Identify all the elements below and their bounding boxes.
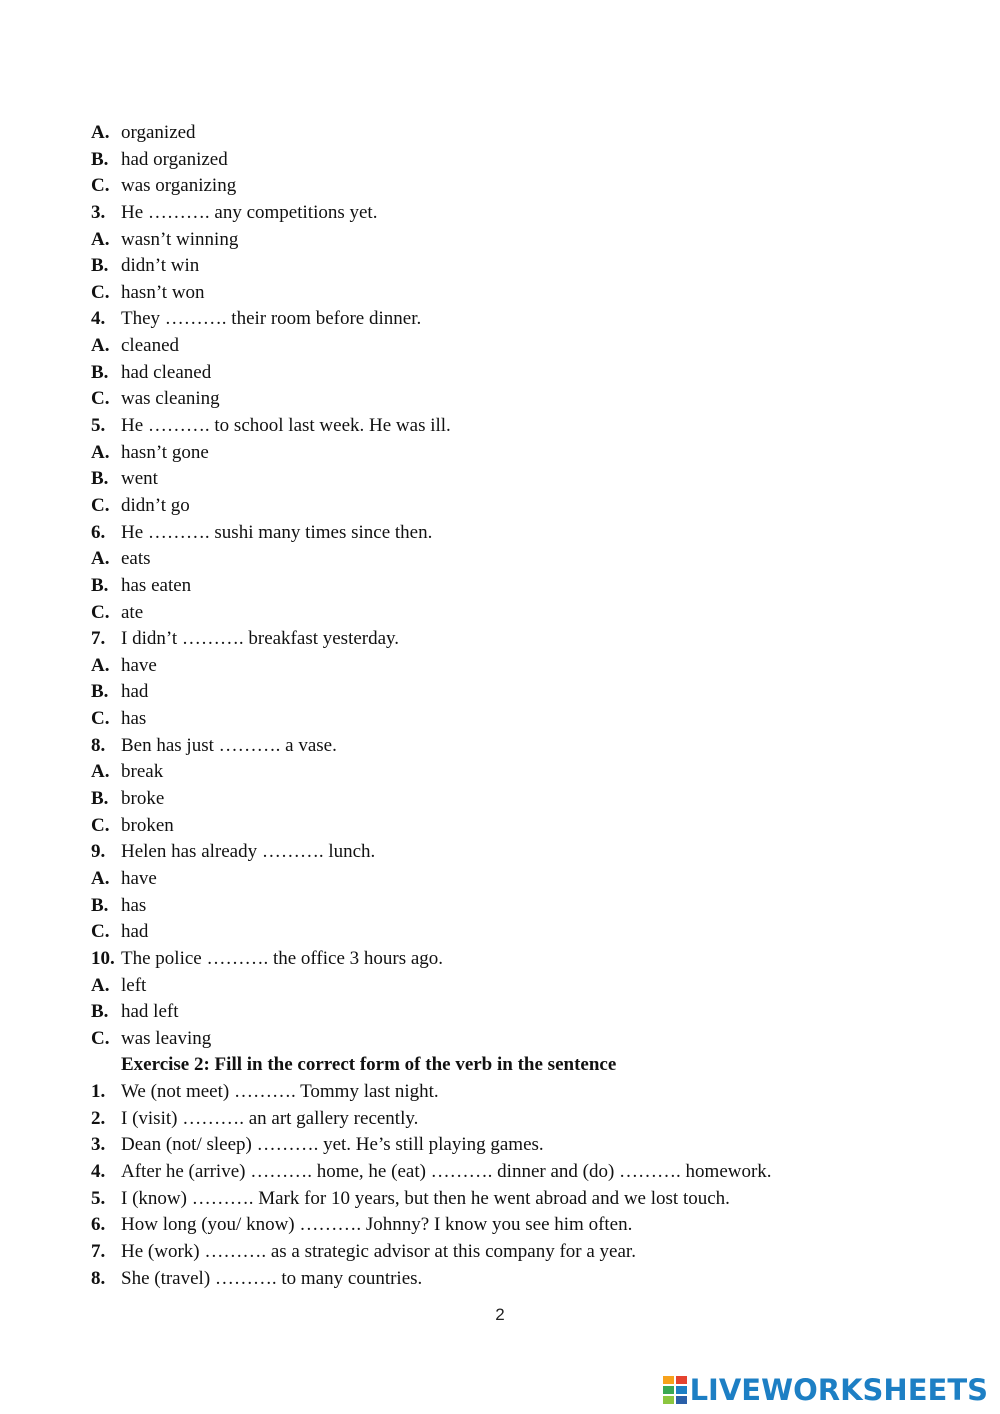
answer-option	[91, 253, 951, 280]
option-letter: C.	[91, 814, 110, 836]
question-text: How long (you/ know) ………. Johnny? I know you see him often.	[121, 1214, 633, 1236]
answer-option	[91, 386, 951, 413]
option-letter: A.	[91, 228, 110, 250]
option-letter: C.	[91, 1027, 110, 1049]
option-text: has	[121, 894, 147, 916]
answer-option	[91, 227, 951, 254]
question-text: Dean (not/ sleep) ………. yet. He’s still playing games.	[121, 1134, 544, 1156]
question-number: 9.	[91, 841, 106, 863]
question-item	[91, 1186, 951, 1213]
question-text: He ………. any competitions yet.	[121, 201, 378, 223]
option-text: cleaned	[121, 335, 180, 357]
question-item	[91, 413, 951, 440]
option-letter: C.	[91, 175, 110, 197]
question-text: The police ………. the office 3 hours ago.	[121, 947, 444, 969]
option-letter: A.	[91, 974, 110, 996]
question-item	[91, 946, 951, 973]
answer-option	[91, 147, 951, 174]
option-letter: C.	[91, 388, 110, 410]
option-text: was organizing	[121, 175, 237, 197]
question-item	[91, 626, 951, 653]
answer-option	[91, 546, 951, 573]
option-text: had organized	[121, 148, 228, 170]
exercise-heading	[91, 1052, 951, 1079]
option-letter: A.	[91, 548, 110, 570]
option-text: hasn’t gone	[121, 441, 209, 463]
option-letter: C.	[91, 708, 110, 730]
option-letter: C.	[91, 494, 110, 516]
option-letter: B.	[91, 468, 109, 490]
answer-option	[91, 280, 951, 307]
page-number: 2	[495, 1305, 505, 1324]
question-number: 2.	[91, 1107, 106, 1129]
question-text: She (travel) ………. to many countries.	[121, 1267, 423, 1289]
question-number: 1.	[91, 1081, 106, 1103]
question-text: He (work) ………. as a strategic advisor at this company for a year.	[121, 1240, 636, 1262]
answer-option	[91, 866, 951, 893]
answer-option	[91, 466, 951, 493]
question-item	[91, 306, 951, 333]
option-text: has eaten	[121, 574, 192, 596]
worksheet-content	[91, 120, 951, 1292]
option-text: broke	[121, 788, 165, 810]
question-text: He ………. sushi many times since then.	[121, 521, 433, 543]
question-text: Ben has just ………. a vase.	[121, 734, 337, 756]
answer-option	[91, 786, 951, 813]
question-item	[91, 1132, 951, 1159]
option-letter: A.	[91, 867, 110, 889]
option-letter: A.	[91, 335, 110, 357]
option-letter: C.	[91, 601, 110, 623]
answer-option	[91, 999, 951, 1026]
liveworksheets-brand	[663, 1372, 988, 1408]
question-number: 4.	[91, 1160, 106, 1182]
option-text: have	[121, 867, 157, 889]
question-text: I (know) ………. Mark for 10 years, but then he went abroad and we lost touch.	[121, 1187, 730, 1209]
question-item	[91, 520, 951, 547]
option-letter: B.	[91, 681, 109, 703]
option-text: left	[121, 974, 147, 996]
option-letter: B.	[91, 574, 109, 596]
option-letter: C.	[91, 281, 110, 303]
question-number: 8.	[91, 734, 106, 756]
question-item	[91, 1212, 951, 1239]
answer-option	[91, 493, 951, 520]
question-number: 3.	[91, 201, 106, 223]
option-text: was leaving	[121, 1027, 212, 1049]
answer-option	[91, 973, 951, 1000]
question-item	[91, 839, 951, 866]
question-number: 5.	[91, 415, 106, 437]
question-number: 6.	[91, 1214, 106, 1236]
option-letter: B.	[91, 894, 109, 916]
option-text: didn’t win	[121, 255, 200, 277]
answer-option	[91, 706, 951, 733]
question-item	[91, 1239, 951, 1266]
answer-option	[91, 653, 951, 680]
question-number: 7.	[91, 628, 106, 650]
option-text: eats	[121, 548, 151, 570]
question-number: 8.	[91, 1267, 106, 1289]
question-number: 4.	[91, 308, 106, 330]
exercise-heading-text: Exercise 2: Fill in the correct form of the verb in the sentence	[121, 1054, 617, 1076]
option-text: has	[121, 708, 147, 730]
option-text: ate	[121, 601, 144, 623]
option-text: had	[121, 681, 149, 703]
answer-option	[91, 1026, 951, 1053]
option-text: organized	[121, 122, 196, 143]
answer-option	[91, 759, 951, 786]
question-text: I didn’t ………. breakfast yesterday.	[121, 628, 400, 650]
option-text: had cleaned	[121, 361, 212, 383]
option-letter: B.	[91, 1001, 109, 1023]
option-letter: C.	[91, 921, 110, 943]
question-number: 3.	[91, 1134, 106, 1156]
question-number: 6.	[91, 521, 106, 543]
answer-option	[91, 120, 951, 147]
option-letter: A.	[91, 761, 110, 783]
answer-option	[91, 333, 951, 360]
option-text: had left	[121, 1001, 179, 1023]
question-item	[91, 200, 951, 227]
option-text: broken	[121, 814, 174, 836]
question-text: After he (arrive) ………. home, he (eat) ………. dinner and (do) ………. homework.	[121, 1160, 772, 1182]
answer-option	[91, 679, 951, 706]
answer-option	[91, 360, 951, 387]
option-text: didn’t go	[121, 494, 190, 516]
option-letter: B.	[91, 255, 109, 277]
answer-option	[91, 173, 951, 200]
answer-option	[91, 893, 951, 920]
liveworksheets-logo-icon	[663, 1376, 687, 1404]
question-number: 5.	[91, 1187, 106, 1209]
option-text: have	[121, 654, 157, 676]
question-text: I (visit) ………. an art gallery recently.	[121, 1107, 419, 1129]
brand-text: LIVEWORKSHEETS	[689, 1373, 988, 1407]
question-text: They ………. their room before dinner.	[121, 308, 422, 330]
option-text: break	[121, 761, 164, 783]
option-text: had	[121, 921, 149, 943]
option-text: hasn’t won	[121, 281, 205, 303]
option-letter: B.	[91, 148, 109, 170]
option-text: went	[121, 468, 158, 490]
answer-option	[91, 573, 951, 600]
answer-option	[91, 440, 951, 467]
question-item	[91, 1079, 951, 1106]
option-letter: B.	[91, 788, 109, 810]
option-letter: A.	[91, 122, 110, 143]
question-item	[91, 1106, 951, 1133]
question-item	[91, 1266, 951, 1293]
option-text: was cleaning	[121, 388, 220, 410]
question-text: He ………. to school last week. He was ill.	[121, 415, 451, 437]
option-letter: A.	[91, 441, 110, 463]
question-number: 10.	[91, 947, 115, 969]
question-text: Helen has already ………. lunch.	[121, 841, 376, 863]
question-item	[91, 1159, 951, 1186]
option-text: wasn’t winning	[121, 228, 239, 250]
question-item	[91, 733, 951, 760]
option-letter: B.	[91, 361, 109, 383]
question-text: We (not meet) ………. Tommy last night.	[121, 1081, 439, 1103]
option-letter: A.	[91, 654, 110, 676]
answer-option	[91, 600, 951, 627]
answer-option	[91, 813, 951, 840]
question-number: 7.	[91, 1240, 106, 1262]
answer-option	[91, 919, 951, 946]
